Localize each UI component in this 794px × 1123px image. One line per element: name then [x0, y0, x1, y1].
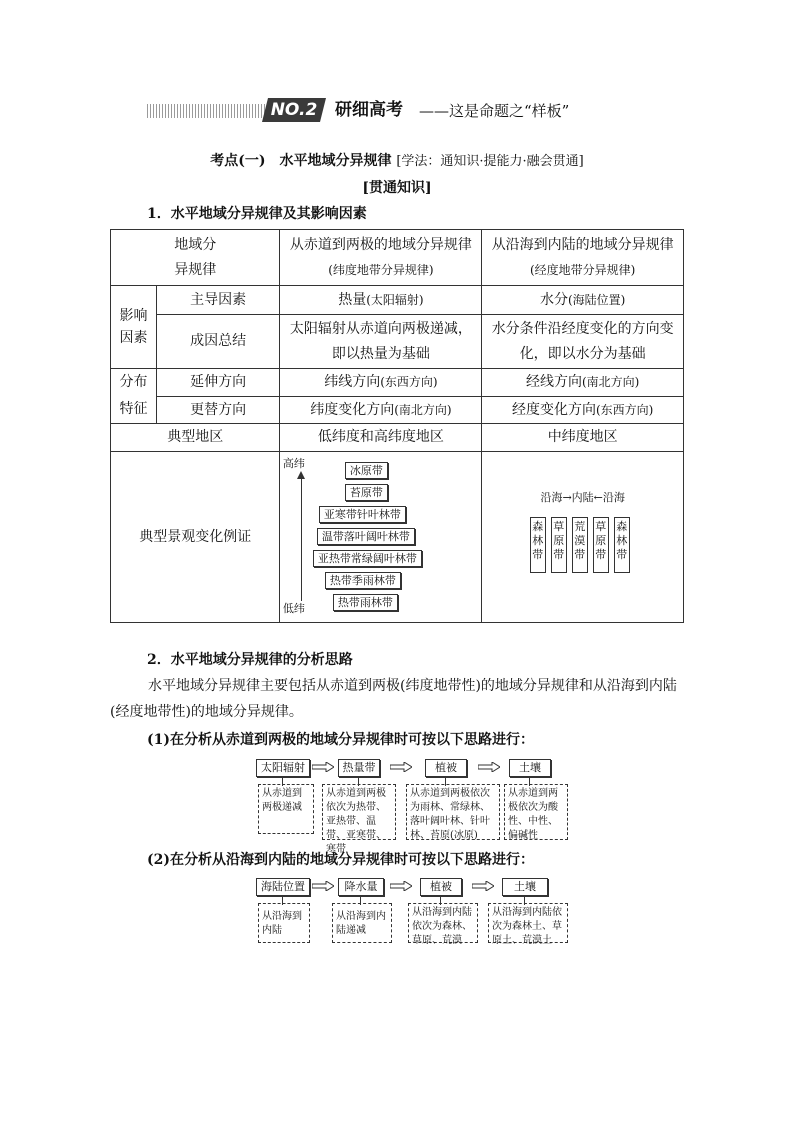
- right-arrow-icon: [478, 762, 500, 772]
- banner-title: 研细高考: [335, 100, 403, 120]
- cell-region-1: 低纬度和高纬度地区: [280, 424, 482, 452]
- right-arrow-icon: [312, 762, 334, 772]
- flow-description: 从赤道到两极依次为酸性、中性、偏碱性: [504, 784, 568, 840]
- section1-heading: 1．水平地域分异规律及其影响因素: [147, 206, 367, 222]
- latitudinal-belt-diagram: [281, 457, 481, 617]
- cell-alternate-2: 经度变化方向(东西方向): [482, 397, 684, 424]
- no2-badge: NO.2: [262, 98, 326, 122]
- table-row: [111, 369, 684, 397]
- low-latitude-label: 低纬: [282, 602, 305, 615]
- coast-inland-label: 沿海→内陆←沿海: [540, 491, 625, 504]
- row-label-landscape: 典型景观变化例证: [111, 452, 280, 623]
- flow-description: 从沿海到内陆依次为森林土、草原土、荒漠土: [488, 903, 568, 943]
- belt-box: 热带季雨林带: [325, 572, 401, 589]
- flow-node: 太阳辐射: [256, 759, 310, 777]
- section2-heading: 2．水平地域分异规律的分析思路: [147, 652, 353, 668]
- latitudinal-ladder-cell: [280, 452, 482, 623]
- kaodian-title: 考点(一) 水平地域分异规律: [210, 153, 392, 169]
- high-latitude-label: 高纬: [282, 457, 305, 470]
- group-distribution: 分布特征: [111, 369, 157, 424]
- cell-cause-1: 太阳辐射从赤道向两极递减，即以热量为基础: [280, 315, 482, 369]
- row-label-region: 典型地区: [111, 424, 280, 452]
- flow-node: 植被: [420, 878, 462, 896]
- belt-column: 荒漠带: [572, 517, 588, 573]
- right-arrow-icon: [390, 762, 412, 772]
- section-banner: [147, 98, 627, 124]
- cell-cause-2: 水分条件沿经度变化的方向变化，即以水分为基础: [482, 315, 684, 369]
- table-row: [111, 424, 684, 452]
- flow-node: 植被: [425, 759, 467, 777]
- flow-longitudinal: [256, 875, 576, 947]
- belt-column: 森林带: [530, 517, 546, 573]
- row-label-cause: 成因总结: [156, 315, 280, 369]
- flow-description: 从赤道到两极依次为热带、亚热带、温带、亚寒带、寒带: [322, 784, 396, 840]
- flow-description: 从赤道到两极依次为雨林、常绿林、落叶阔叶林、针叶林、苔原(冰原): [406, 784, 500, 840]
- flow-description: 从沿海到内陆: [258, 903, 310, 943]
- flow-description: 从沿海到内陆递减: [332, 903, 392, 943]
- belt-column: 草原带: [551, 517, 567, 573]
- sub1-heading: (1)在分析从赤道到两极的地域分异规律时可按以下思路进行：: [147, 732, 534, 748]
- cell-extend-2: 经线方向(南北方向): [482, 369, 684, 397]
- kaodian-heading: [0, 150, 794, 170]
- kaodian-hint: [学法：通知识·提能力·融会贯通]: [396, 154, 584, 169]
- belt-box: 苔原带: [345, 484, 388, 501]
- flow-node: 降水量: [338, 878, 384, 896]
- belt-box: 亚寒带针叶林带: [319, 506, 406, 523]
- up-arrow-icon: [297, 471, 305, 479]
- table-row: [111, 452, 684, 623]
- table-row: [111, 315, 684, 369]
- header-corner: 地域分 异规律: [111, 230, 280, 286]
- belt-box: 亚热带常绿阔叶林带: [313, 550, 422, 567]
- flow-description: 从赤道到两极递减: [258, 784, 314, 834]
- belt-box: 冰原带: [345, 462, 388, 479]
- row-label-extend: 延伸方向: [156, 369, 280, 397]
- cell-dominant-1: 热量(太阳辐射): [280, 286, 482, 315]
- banner-hatch-decoration: [147, 104, 265, 118]
- flow-description: 从沿海到内陆依次为森林、草原、荒漠: [408, 903, 478, 943]
- flow-node: 土壤: [509, 759, 551, 777]
- right-arrow-icon: [312, 881, 334, 891]
- belt-box: 热带雨林带: [333, 594, 398, 611]
- cell-extend-1: 纬线方向(东西方向): [280, 369, 482, 397]
- flow-node: 热量带: [338, 759, 380, 777]
- comparison-table: [110, 229, 684, 623]
- belt-box: 温带落叶阔叶林带: [317, 528, 415, 545]
- right-arrow-icon: [390, 881, 412, 891]
- row-label-dominant: 主导因素: [156, 286, 280, 315]
- longitudinal-belt-diagram: [528, 477, 638, 597]
- cell-region-2: 中纬度地区: [482, 424, 684, 452]
- flow-node: 海陆位置: [256, 878, 310, 896]
- belt-column: 森林带: [614, 517, 630, 573]
- banner-subtitle: ——这是命题之“样板”: [419, 102, 570, 120]
- table-row: [111, 286, 684, 315]
- intro-paragraph: 水平地域分异规律主要包括从赤道到两极(纬度地带性)的地域分异规律和从沿海到内陆(经度地带性)的地域分异规律。: [110, 678, 677, 720]
- cell-alternate-1: 纬度变化方向(南北方向): [280, 397, 482, 424]
- cell-dominant-2: 水分(海陆位置): [482, 286, 684, 315]
- latitude-axis: [301, 475, 302, 601]
- right-arrow-icon: [472, 881, 494, 891]
- sub2-heading: (2)在分析从沿海到内陆的地域分异规律时可按以下思路进行：: [147, 852, 534, 868]
- group-influence: 影响因素: [111, 286, 157, 369]
- longitudinal-belt-cell: [482, 452, 684, 623]
- header-latitudinal: 从赤道到两极的地域分异规律 (纬度地带分异规律): [280, 230, 482, 286]
- table-row: [111, 397, 684, 424]
- flow-latitudinal: [256, 756, 576, 855]
- table-header-row: [111, 230, 684, 286]
- belt-column: 草原带: [593, 517, 609, 573]
- row-label-alternate: 更替方向: [156, 397, 280, 424]
- flow-node: 土壤: [502, 878, 548, 896]
- header-longitudinal: 从沿海到内陆的地域分异规律 (经度地带分异规律): [482, 230, 684, 286]
- guantong-heading: [贯通知识]: [362, 180, 432, 196]
